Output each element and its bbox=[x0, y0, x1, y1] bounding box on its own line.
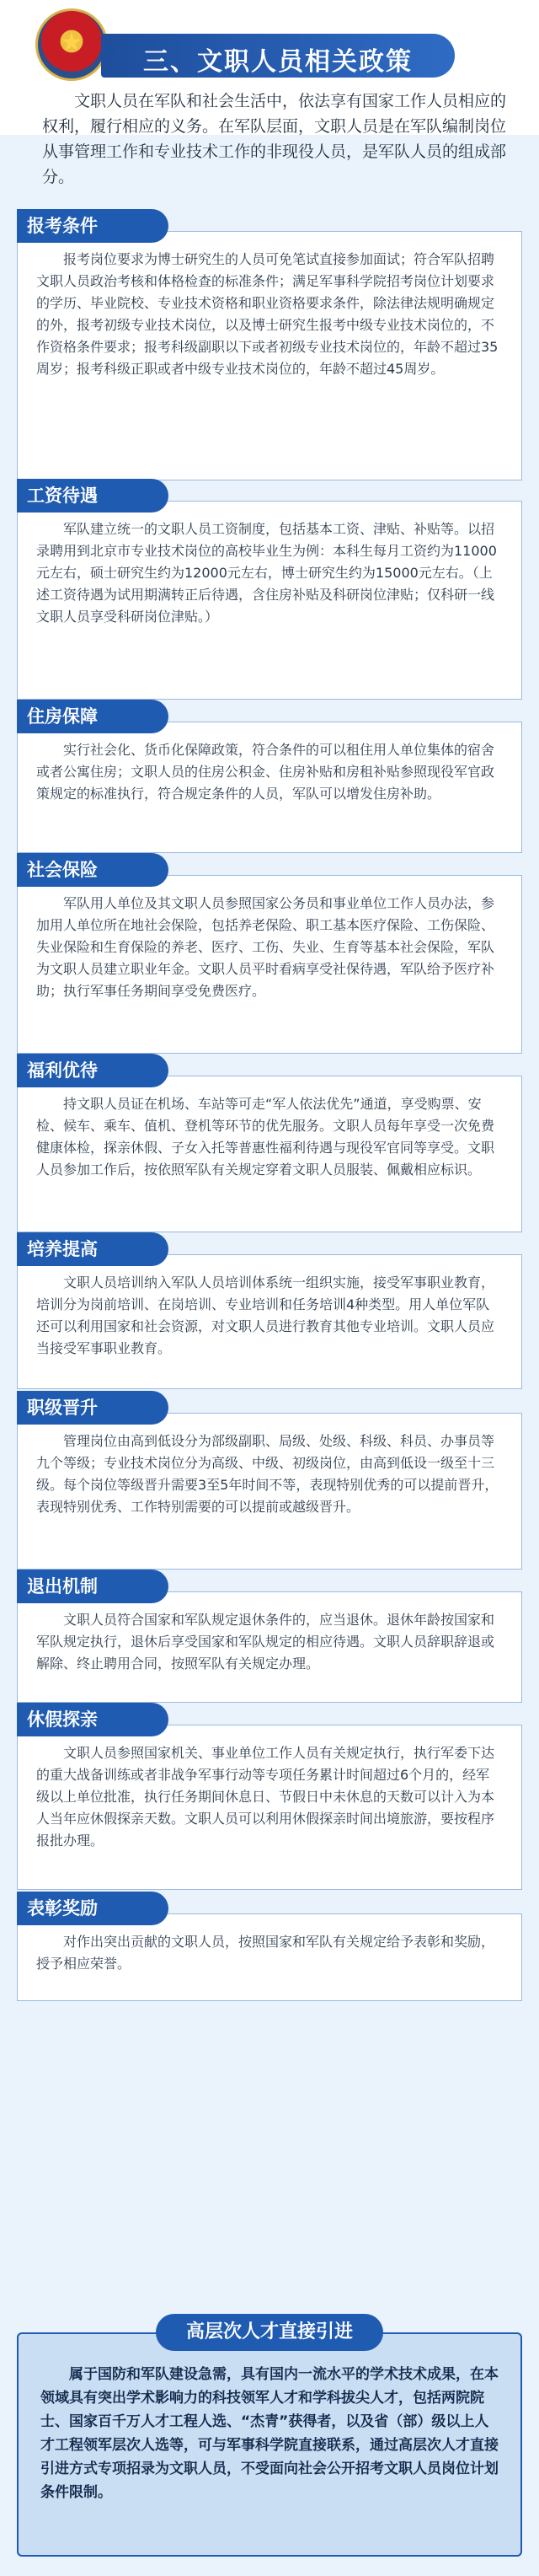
military-emblem-icon bbox=[35, 8, 108, 81]
section-body: 文职人员参照国家机关、事业单位工作人员有关规定执行，执行军委下达的重大战备训练或者非战争军事行动等专项任务累计时间超过6个月的，经军级以上单位批准，执行任务期间休息日、节假日中未休息的天数可以计入为本人当年应休假探亲天数。文职人员可以利用休假探亲时间出境旅游，要按程序报批办理。 bbox=[17, 1725, 522, 1890]
high-level-talent-section bbox=[17, 2314, 522, 2557]
section-title: 表彰奖励 bbox=[17, 1892, 168, 1925]
section-body: 军队建立统一的文职人员工资制度，包括基本工资、津贴、补贴等。以招录聘用到北京市专业技术岗位的高校毕业生为例：本科生每月工资约为11000元左右，硕士研究生约为12000元左右，博士研究生约为15000元左右。（上述工资待遇为试用期满转正后待遇，含住房补贴及科研岗位津贴；仅科研一线文职人员享受科研岗位津贴。） bbox=[17, 501, 522, 700]
section-body: 持文职人员证在机场、车站等可走“军人依法优先”通道，享受购票、安检、候车、乘车、值机、登机等环节的优先服务。文职人员每年享受一次免费健康体检，探亲休假、子女入托等普惠性福利待遇与现役军官同等享受。文职人员参加工作后，按依照军队有关规定穿着文职人员服装、佩戴相应标识。 bbox=[17, 1076, 522, 1232]
section-body: 对作出突出贡献的文职人员，按照国家和军队有关规定给予表彰和奖励，授予相应荣誉。 bbox=[17, 1913, 522, 2001]
section-title: 报考条件 bbox=[17, 209, 168, 243]
page-header bbox=[0, 0, 539, 186]
high-level-talent-title: 高层次人才直接引进 bbox=[156, 2314, 383, 2351]
section-body: 军队用人单位及其文职人员参照国家公务员和事业单位工作人员办法，参加用人单位所在地社会保险，包括养老保险、职工基本医疗保险、工伤保险、失业保险和生育保险的养老、医疗、工伤、失业、生育等基本社会保险，军队为文职人员建立职业年金。文职人员平时看病享受社保待遇，军队给予医疗补助；执行军事任务期间享受免费医疗。 bbox=[17, 875, 522, 1054]
star-icon: ★ bbox=[60, 28, 83, 57]
intro-paragraph: 文职人员在军队和社会生活中，依法享有国家工作人员相应的权利，履行相应的义务。在军队层面，文职人员是在军队编制岗位从事管理工作和专业技术工作的非现役人员，是军队人员的组成部分。 bbox=[42, 92, 507, 186]
section-title: 休假探亲 bbox=[17, 1703, 168, 1736]
page-title: 三、文职人员相关政策 bbox=[143, 47, 413, 77]
section-title: 退出机制 bbox=[17, 1570, 168, 1603]
section-title: 住房保障 bbox=[17, 700, 168, 733]
section-title: 职级晋升 bbox=[17, 1391, 168, 1425]
section-body: 文职人员培训纳入军队人员培训体系统一组织实施，接受军事职业教育，培训分为岗前培训、在岗培训、专业培训和任务培训4种类型。用人单位军队还可以利用国家和社会资源，对文职人员进行教育其他专业培训。文职人员应当接受军事职业教育。 bbox=[17, 1254, 522, 1389]
page-title-bar bbox=[101, 34, 455, 78]
section-body: 文职人员符合国家和军队规定退休条件的，应当退休。退休年龄按国家和军队规定执行，退休后享受国家和军队规定的相应待遇。文职人员辞职辞退或解除、终止聘用合同，按照军队有关规定办理。 bbox=[17, 1591, 522, 1703]
section-title: 培养提高 bbox=[17, 1232, 168, 1266]
section-title: 福利优待 bbox=[17, 1054, 168, 1087]
section-body: 报考岗位要求为博士研究生的人员可免笔试直接参加面试；符合军队招聘文职人员政治考核和体格检查的标准条件；满足军事科学院招考岗位计划要求的学历、毕业院校、专业技术资格和职业资格要求条件，除法律法规明确规定的外，报考初级专业技术岗位，以及博士研究生报考中级专业技术岗位的，不作资格条件要求；报考科级副职以下或者初级专业技术岗位的，年龄不超过35周岁；报考科级正职或者中级专业技术岗位的，年龄不超过45周岁。 bbox=[17, 231, 522, 480]
section-title: 社会保险 bbox=[17, 853, 168, 887]
section-body: 管理岗位由高到低设分为部级副职、局级、处级、科级、科员、办事员等九个等级；专业技术岗位分为高级、中级、初级岗位，由高到低设一级至十三级。每个岗位等级晋升需要3至5年时间不等，表现特别优秀的可以提前晋升，表现特别优秀、工作特别需要的可以提前或越级晋升。 bbox=[17, 1413, 522, 1570]
section-title: 工资待遇 bbox=[17, 479, 168, 513]
high-level-talent-body: 属于国防和军队建设急需，具有国内一流水平的学术技术成果，在本领域具有突出学术影响力的科技领军人才和学科拔尖人才，包括两院院士、国家百千万人才工程人选、“杰青”获得者，以及省（部）级以上人才工程领军层次人选等，可与军事科学院直接联系，通过高层次人才直接引进方式专项招录为文职人员，不受面向社会公开招考文职人员岗位计划条件限制。 bbox=[17, 2332, 522, 2557]
section-body: 实行社会化、货币化保障政策，符合条件的可以租住用人单位集体的宿舍或者公寓住房；文职人员的住房公积金、住房补贴和房租补贴参照现役军官政策规定的标准执行，符合规定条件的人员，军队可以增发住房补助。 bbox=[17, 722, 522, 853]
